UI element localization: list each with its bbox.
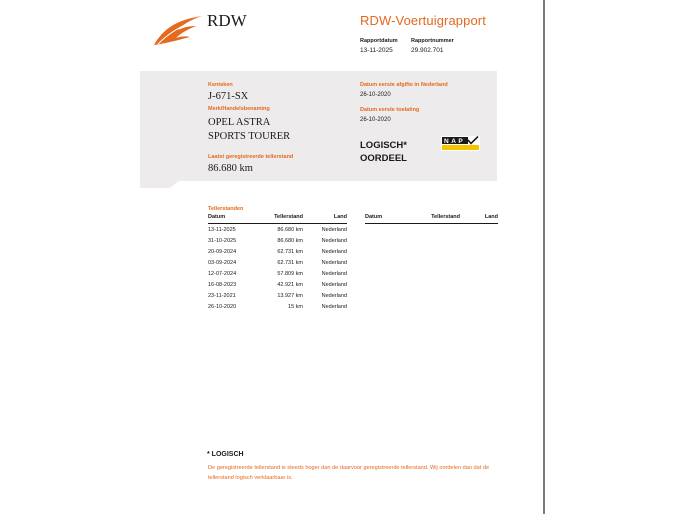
row-date: 31-10-2025 <box>208 237 237 244</box>
odometer-section-title: Tellerstanden <box>208 206 244 212</box>
table-row <box>208 224 347 236</box>
row-date: 23-11-2021 <box>208 292 236 299</box>
odometer-header-row <box>208 214 347 224</box>
col-header-date-right: Datum <box>365 214 417 224</box>
row-odometer: 62.731 km <box>277 248 303 255</box>
table-row <box>208 301 347 312</box>
row-odometer: 86.680 km <box>277 226 303 233</box>
row-odometer: 13.927 km <box>277 292 303 299</box>
table-row <box>208 246 347 257</box>
table-row <box>208 235 347 246</box>
row-country: Nederland <box>321 226 347 233</box>
table-row <box>208 268 347 279</box>
make-value-line1: OPEL ASTRA <box>208 117 271 128</box>
plate-label: Kenteken <box>208 82 233 88</box>
col-header-odometer: Tellerstand <box>260 214 303 224</box>
col-header-date: Datum <box>208 214 260 224</box>
col-header-country-right: Land <box>460 214 498 224</box>
last-odometer-label: Laatst geregistreerde tellerstand <box>208 154 294 160</box>
first-admission-date: 26-10-2020 <box>360 117 391 123</box>
odometer-table <box>208 214 347 312</box>
nap-check-icon <box>441 136 480 151</box>
row-date: 20-09-2024 <box>208 248 237 255</box>
report-date-label: Rapportdatum <box>360 38 398 44</box>
first-admission-label: Datum eerste toelating <box>360 107 420 113</box>
row-country: Nederland <box>321 259 347 266</box>
report-title: RDW-Voertuigrapport <box>360 13 486 28</box>
row-date: 16-08-2023 <box>208 281 237 288</box>
row-odometer: 15 km <box>288 303 303 310</box>
row-country: Nederland <box>321 237 347 244</box>
row-country: Nederland <box>321 303 347 310</box>
col-header-odometer-right: Tellerstand <box>417 214 460 224</box>
footnote-text: De geregistreerde tellerstand is steeds hoger dan de daarvoor geregistreerde tellerstand. Wij oordelen dan dat de tellerstand logisch verklaarbaar is. <box>208 465 490 481</box>
vehicle-box-notch <box>140 180 180 188</box>
col-header-country: Land <box>303 214 347 224</box>
rdw-logo-icon <box>152 14 204 48</box>
footnote-title: * LOGISCH <box>207 451 244 458</box>
table-row <box>208 290 347 301</box>
plate-value: J-671-SX <box>208 91 249 102</box>
row-odometer: 42.921 km <box>277 281 303 288</box>
row-country: Nederland <box>321 281 347 288</box>
make-value-line2: SPORTS TOURER <box>208 131 291 142</box>
odometer-table-right <box>365 214 498 224</box>
table-row <box>208 279 347 290</box>
row-date: 13-11-2025 <box>208 226 236 233</box>
row-date: 12-07-2024 <box>208 270 237 277</box>
row-country: Nederland <box>321 270 347 277</box>
first-nl-label: Datum eerste afgifte in Nederland <box>360 82 448 88</box>
report-date: 13-11-2025 <box>360 47 393 54</box>
row-date: 03-09-2024 <box>208 259 237 266</box>
row-country: Nederland <box>321 292 347 299</box>
odometer-verdict <box>360 139 407 165</box>
page-edge-line <box>543 0 545 514</box>
verdict-line2: OORDEEL <box>360 153 407 164</box>
brand-name: RDW <box>207 11 247 30</box>
last-odometer-value: 86.680 km <box>208 163 253 174</box>
nap-label: NAP <box>444 138 466 145</box>
row-odometer: 57.809 km <box>277 270 303 277</box>
verdict-line1: LOGISCH* <box>360 140 407 151</box>
row-country: Nederland <box>321 248 347 255</box>
first-nl-date: 26-10-2020 <box>360 92 391 98</box>
row-odometer: 62.731 km <box>277 259 303 266</box>
row-odometer: 86.680 km <box>277 237 303 244</box>
report-number-label: Rapportnummer <box>411 38 454 44</box>
table-row <box>208 257 347 268</box>
row-date: 26-10-2020 <box>208 303 237 310</box>
report-number: 29.902.701 <box>411 47 444 54</box>
odometer-header-row-right <box>365 214 498 224</box>
make-label: Merk/Handelsbenaming <box>208 106 270 112</box>
